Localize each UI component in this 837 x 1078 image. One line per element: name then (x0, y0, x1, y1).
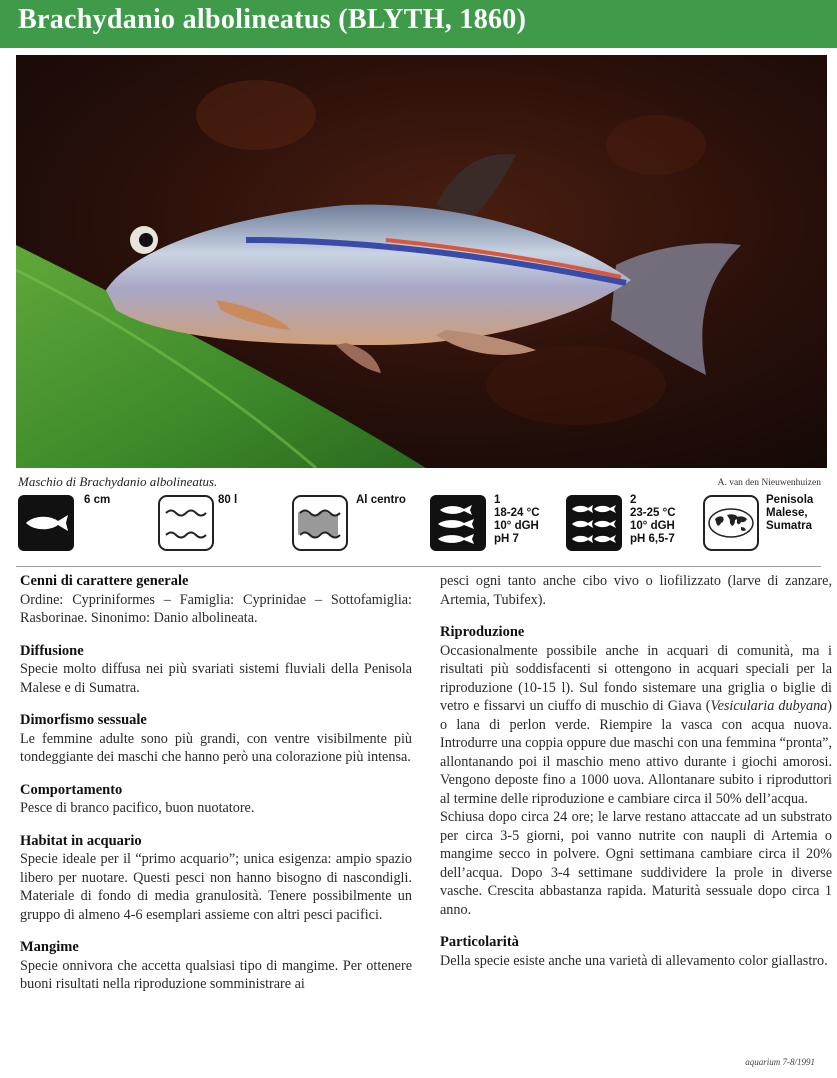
section-general (20, 572, 412, 628)
region-label: Penisola Malese, Sumatra (766, 494, 814, 532)
section-heading: Riproduzione (440, 624, 525, 640)
section-text: Ordine: Cypriniformes – Famiglia: Cyprinidae – Sottofamiglia: Rasborinae. Sinonimo: Danio albolineata. (20, 591, 412, 626)
section-text: pesci ogni tanto anche cibo vivo o liofilizzato (larve di zanzare, Artemia, Tubifex). (440, 573, 832, 608)
world-map-icon (703, 495, 759, 551)
section-reproduction (440, 623, 832, 919)
fish-size-label: 6 cm (84, 494, 111, 506)
section-text: Della specie esiste anche una varietà di allevamento color giallastro. (440, 952, 828, 969)
section-heading: Particolarità (440, 934, 519, 950)
section-text: Schiusa dopo circa 24 ore; le larve restano attaccate ad un substrato per circa 3-5 giorni, poi vanno nutrite con naupli di Artemia o mangime secco in polvere. Ogni settimana cambiare circa il 20% dell’acqua. Dopo 3-4 settimane suddividere la prole in diverse vasche. Crescita abbastanza rapida. Maturità sessuale dopo circa 1 anno. (440, 809, 832, 918)
section-heading: Habitat in acquario (20, 832, 142, 849)
section-text: Specie molto diffusa nei più svariati sistemi fluviali della Penisola Malese e di Sumatra. (20, 661, 412, 696)
tank-volume-label: 80 l (218, 494, 238, 506)
section-food (20, 938, 412, 994)
fish-illustration (16, 55, 827, 468)
section-food-continued (440, 572, 832, 609)
section-peculiarities (440, 933, 832, 970)
section-behaviour (20, 781, 412, 818)
title-banner (0, 0, 837, 48)
section-heading: Diffusione (20, 642, 84, 659)
section-text: Le femmine adulte sono più grandi, con ventre visibilmente più tondeggiante dei maschi che hanno però una colorazione più intensa. (20, 730, 412, 765)
compatibility-values-1: 1 18-24 °C 10° dGH pH 7 (494, 494, 540, 545)
section-habitat (20, 832, 412, 925)
fish-photo (16, 55, 827, 468)
tank-volume-icon (158, 495, 214, 551)
swim-zone-label: Al centro (356, 494, 406, 506)
section-heading: Comportamento (20, 781, 123, 798)
compatibility-values-2: 2 23-25 °C 10° dGH pH 6,5-7 (630, 494, 676, 545)
fish-size-icon (18, 495, 74, 551)
section-text: Specie ideale per il “primo acquario”; unica esigenza: ampio spazio libero per nuotare. Questi pesci non hanno bisogno di nascondigli. Materiale di fondo di media granulosità. Tenere possibilmente un gruppo di almeno 4-6 esemplari assieme con altri pesci pacifici. (20, 851, 412, 923)
photo-caption: Maschio di Brachydanio albolineatus. (18, 474, 218, 489)
section-heading: Cenni di carattere generale (20, 573, 189, 589)
section-divider (16, 566, 821, 567)
section-dimorphism (20, 711, 412, 767)
section-text: Specie onnivora che accetta qualsiasi tipo di mangime. Per ottenere buoni risultati nella riproduzione somministrare ai (20, 957, 412, 992)
info-icons-row (0, 492, 837, 562)
swim-zone-icon (292, 495, 348, 551)
section-heading: Mangime (20, 939, 79, 955)
left-column (20, 572, 412, 1008)
compatibility-icon-2 (566, 495, 622, 551)
right-column (440, 572, 832, 984)
species-name-italic: Vesicularia dubyana (710, 698, 828, 714)
section-heading: Dimorfismo sessuale (20, 712, 147, 728)
photo-credit: A. van den Nieuwenhuizen (717, 478, 821, 488)
section-text: Occasionalmente possibile anche in acquari di comunità, ma i risultati più soddisfacenti si ottengono in acquari speciali per la riproduzione (10-15 l). Sul fondo sistemare una griglia o biglie di vetro e fissarvi un ciuffo di muschio di Giava (Vesicularia dubyana) o lana di perlon verde. Riempire la vasca con acqua nuova. Introdurre una coppia oppure due maschi con una femmina “pronta”, allontanando poi il maschio meno attivo durante i giochi amorosi. Vengono deposte fino a 1000 uova. Allontanare subito i riproduttori al termine delle riproduzione e cambiare circa il 50% dell’acqua. (440, 642, 832, 807)
section-distribution (20, 642, 412, 698)
section-text: Pesce di branco pacifico, buon nuotatore. (20, 800, 255, 816)
source-footer: aquarium 7-8/1991 (745, 1057, 815, 1067)
species-title: Brachydanio albolineatus (BLYTH, 1860) (18, 4, 527, 35)
compatibility-icon-1 (430, 495, 486, 551)
